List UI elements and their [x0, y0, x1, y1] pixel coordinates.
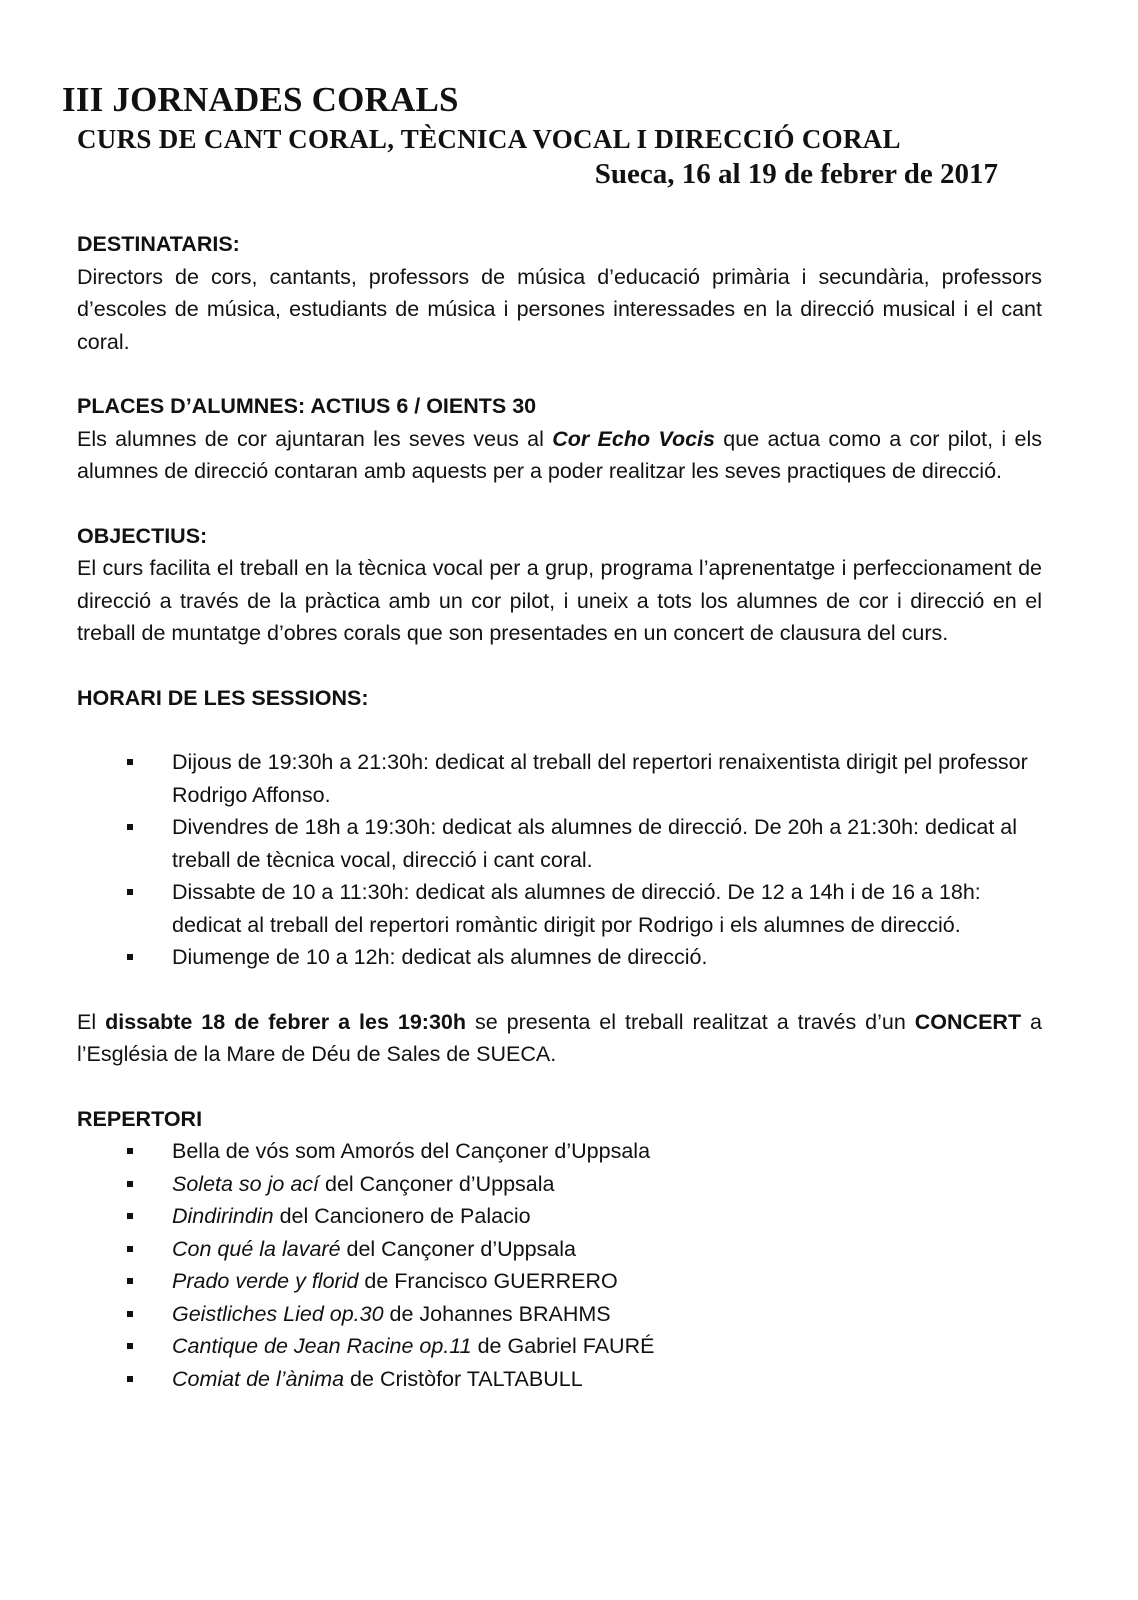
objectius-text: El curs facilita el treball en la tècnica vocal per a grup, programa l’aprenentatge i perfeccionament de direcció a través de la pràctica amb un cor pilot, i uneix a tots los alumnes de cor i direcció en el treball de muntatge d’obres corals que son presentades en un concert de clausura del curs.	[77, 556, 1042, 645]
document-body	[77, 228, 1042, 1395]
objectius-heading: OBJECTIUS:	[77, 523, 208, 548]
concert-text-3: a l’Església de la Mare de Déu de Sales de SUECA.	[77, 1009, 1043, 1066]
section-repertori	[77, 1103, 1042, 1396]
places-text-after: que actua como a cor pilot, i els alumnes de direcció contaran amb aquests per a poder realitzar les seves practiques de direcció.	[77, 426, 1043, 483]
section-horari	[77, 682, 1042, 974]
section-destinataris	[77, 228, 1042, 358]
work-title: Geistliches Lied op.30	[172, 1301, 384, 1326]
section-places	[77, 390, 1042, 488]
work-title: Soleta so jo ací	[172, 1171, 320, 1196]
list-item	[77, 1330, 1042, 1363]
document-title: III JORNADES CORALS	[62, 80, 459, 119]
work-source: de Francisco GUERRERO	[358, 1269, 618, 1293]
list-item	[77, 1265, 1042, 1298]
date-location: Sueca, 16 al 19 de febrer de 2017	[594, 158, 998, 190]
schedule-list	[77, 746, 1042, 974]
document-subtitle: CURS DE CANT CORAL, TÈCNICA VOCAL I DIRECCIÓ CORAL	[77, 124, 901, 154]
repertori-heading: REPERTORI	[77, 1106, 203, 1131]
work-source: de Gabriel FAURÉ	[471, 1334, 655, 1358]
list-item: Dijous de 19:30h a 21:30h: dedicat al treball del repertori renaixentista dirigit pel professor Rodrigo Affonso.	[77, 746, 1042, 811]
work-title: Prado verde y florid	[172, 1269, 359, 1293]
work-title: Cantique de Jean Racine op.11	[172, 1334, 472, 1358]
list-item	[77, 1363, 1042, 1396]
list-item	[77, 1168, 1042, 1201]
concert-text	[77, 1006, 1042, 1071]
work-source: Bella de vós som Amorós del Cançoner d’Uppsala	[172, 1139, 651, 1163]
horari-heading: HORARI DE LES SESSIONS:	[77, 685, 369, 710]
places-text-before: Els alumnes de cor ajuntaran les seves veus al	[77, 426, 553, 451]
destinataris-heading: DESTINATARIS:	[77, 232, 240, 256]
concert-date: dissabte 18 de febrer a les 19:30h	[105, 1009, 467, 1034]
list-item	[77, 1200, 1042, 1233]
list-item	[77, 1233, 1042, 1266]
work-title: Con qué la lavaré	[172, 1236, 341, 1261]
work-source: de Johannes BRAHMS	[383, 1301, 611, 1326]
repertoire-list	[77, 1135, 1042, 1395]
list-item	[77, 1135, 1042, 1168]
concert-text-1: El	[77, 1009, 106, 1034]
section-objectius	[77, 520, 1042, 650]
work-source: del Cançoner d’Uppsala	[340, 1236, 576, 1261]
choir-name: Cor Echo Vocis	[552, 426, 715, 451]
work-title: Dindirindin	[172, 1204, 274, 1228]
list-item: Diumenge de 10 a 12h: dedicat als alumnes de direcció.	[77, 941, 1042, 974]
list-item	[77, 1298, 1042, 1331]
concert-label: CONCERT	[914, 1009, 1022, 1034]
list-item: Divendres de 18h a 19:30h: dedicat als alumnes de direcció. De 20h a 21:30h: dedicat al treball de tècnica vocal, direcció i cant coral.	[77, 811, 1042, 876]
places-heading: PLACES D’ALUMNES: ACTIUS 6 / OIENTS 30	[77, 394, 537, 418]
work-title: Comiat de l’ànima	[172, 1366, 345, 1391]
work-source: de Cristòfor TALTABULL	[344, 1366, 583, 1391]
work-source: del Cancionero de Palacio	[273, 1204, 531, 1228]
list-item: Dissabte de 10 a 11:30h: dedicat als alumnes de direcció. De 12 a 14h i de 16 a 18h: dedicat al treball del repertori romàntic dirigit por Rodrigo i els alumnes de direcció.	[77, 876, 1042, 941]
places-text	[77, 423, 1042, 488]
destinataris-text: Directors de cors, cantants, professors de música d’educació primària i secundària, professors d’escoles de música, estudiants de música i persones interessades en la direcció musical i el cant coral.	[77, 264, 1042, 354]
work-source: del Cançoner d’Uppsala	[319, 1171, 555, 1196]
concert-text-2: se presenta el treball realitzat a través d’un	[466, 1009, 915, 1034]
